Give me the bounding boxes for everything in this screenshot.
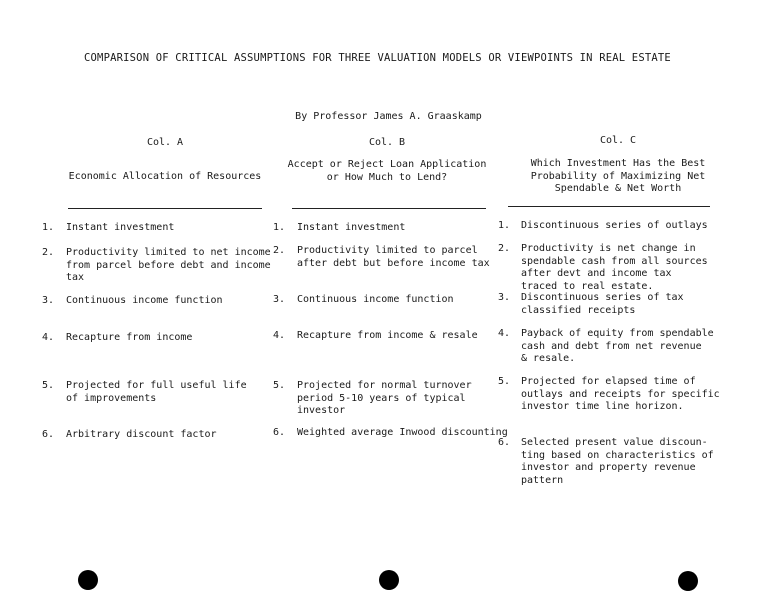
column-c-item-number: 5. [498, 376, 511, 387]
column-b-description: Accept or Reject Loan Application or How Much to Lend? [287, 159, 487, 183]
column-a-item-text: Recapture from income [66, 332, 193, 343]
column-a-item-text: Continuous income function [66, 295, 223, 306]
column-c-item-text: Projected for elapsed time of outlays and receipts for specific investor time line horizon. [521, 376, 720, 412]
column-b-item-number: 3. [273, 294, 286, 305]
document-author: By Professor James A. Graaskamp [295, 111, 482, 122]
column-a-item-number: 4. [42, 332, 55, 343]
column-b-header [282, 137, 492, 184]
column-a-item-number: 2. [42, 247, 55, 258]
column-b-item-number: 1. [273, 222, 286, 233]
column-b-item-number: 5. [273, 380, 286, 391]
column-a-item-text: Arbitrary discount factor [66, 429, 217, 440]
column-c-item-number: 6. [498, 437, 511, 448]
column-b-label: Col. B [368, 137, 406, 148]
column-c-item-number: 3. [498, 292, 511, 303]
column-a-item-number: 1. [42, 222, 55, 233]
column-c-item-text: Discontinuous series of tax classified receipts [521, 292, 684, 316]
column-b-item-text: Projected for normal turnover period 5-10 years of typical investor [297, 380, 472, 416]
column-a-description: Economic Allocation of Resources [68, 171, 262, 182]
column-c-item-number: 4. [498, 328, 511, 339]
punch-hole-center [379, 570, 399, 590]
column-c-header [498, 135, 738, 196]
column-a-item-number: 3. [42, 295, 55, 306]
punch-hole-right [678, 571, 698, 591]
column-b-item-number: 4. [273, 330, 286, 341]
column-b-item-text: Productivity limited to parcel after debt but before income tax [297, 245, 490, 269]
column-c-description: Which Investment Has the Best Probability of Maximizing Net Spendable & Net Worth [530, 158, 706, 194]
column-c-item-number: 2. [498, 243, 511, 254]
column-c-item-text: Selected present value discoun- ting based on characteristics of investor and property revenue pattern [521, 437, 714, 486]
column-a-rule [68, 208, 262, 209]
column-b-item-number: 6. [273, 427, 286, 438]
column-a-header [40, 137, 290, 184]
column-c-item-text: Discontinuous series of outlays [521, 220, 708, 231]
column-b-item-text: Weighted average Inwood discounting [297, 427, 508, 438]
punch-hole-left [78, 570, 98, 590]
column-a-item-text: Instant investment [66, 222, 175, 233]
column-c-item-text: Payback of equity from spendable cash and debt from net revenue & resale. [521, 328, 714, 364]
column-b-rule [292, 208, 486, 209]
column-b-item-text: Continuous income function [297, 294, 454, 305]
column-c-rule [508, 206, 710, 207]
column-b-item-number: 2. [273, 245, 286, 256]
column-c-label: Col. C [599, 135, 637, 146]
column-b-item-text: Instant investment [297, 222, 406, 233]
column-a-item-text: Projected for full useful life of improvements [66, 380, 247, 404]
column-c-item-number: 1. [498, 220, 511, 231]
column-a-item-text: Productivity limited to net income from parcel before debt and income tax [66, 247, 271, 283]
column-a-item-number: 5. [42, 380, 55, 391]
column-b-item-text: Recapture from income & resale [297, 330, 478, 341]
column-a-item-number: 6. [42, 429, 55, 440]
document-title: COMPARISON OF CRITICAL ASSUMPTIONS FOR THREE VALUATION MODELS OR VIEWPOINTS IN REAL ESTATE [84, 52, 671, 64]
column-a-label: Col. A [146, 137, 184, 148]
column-c-item-text: Productivity is net change in spendable cash from all sources after devt and income tax traced to real estate. [521, 243, 708, 292]
